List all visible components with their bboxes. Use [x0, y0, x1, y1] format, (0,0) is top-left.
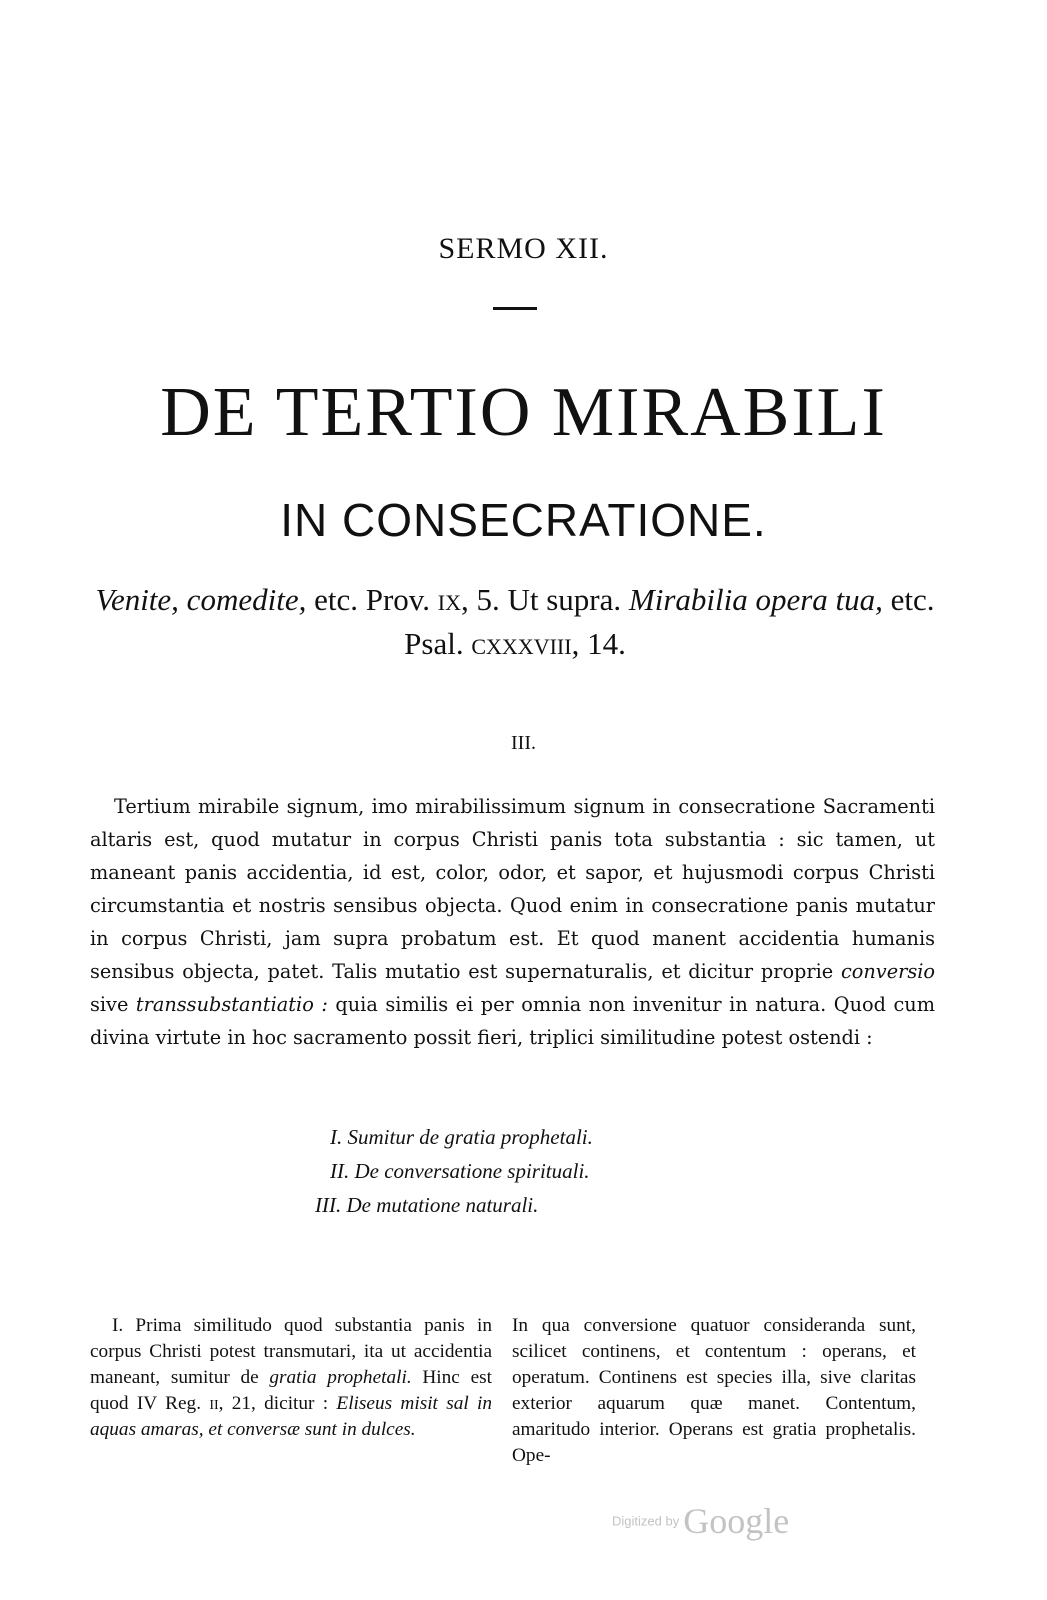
- epigraph-part-6: etc. Psal.: [404, 582, 935, 661]
- body-italic-1: conversio: [840, 960, 935, 983]
- left-col-sc-1: ii: [209, 1393, 219, 1414]
- section-number: III.: [511, 732, 536, 754]
- title-rule-divider: [493, 307, 537, 310]
- epigraph-part-8: , 14.: [571, 626, 626, 661]
- epigraph-part-7: cxxxviii: [471, 626, 572, 661]
- body-text-2: sive: [90, 993, 136, 1016]
- body-text-3: quia similis ei per omnia non invenitur in natura. Quod cum divina virtute in hoc sacramento possit fieri, triplici similitudine potest ostendi :: [90, 993, 935, 1049]
- outline-item-1: I. Sumitur de gratia prophetali.: [330, 1125, 593, 1149]
- main-title: DE TERTIO MIRABILI: [160, 374, 887, 451]
- left-col-text-2: Hinc est quod IV Reg.: [90, 1367, 492, 1414]
- epigraph-part-2: etc. Prov.: [306, 582, 438, 617]
- epigraph-quote: [90, 578, 940, 666]
- body-text-1: Tertium mirabile signum, imo mirabilissimum signum in consecratione Sacramenti altaris est, quod mutatur in corpus Christi panis tota substantia : sic tamen, ut maneant panis accidentia, id est, color, odor, et sapor, et hujusmodi corpus Christi circumstantia et nostris sensibus objecta. Quod enim in consecratione panis mutatur in corpus Christi, jam supra probatum est. Et quod manent accidentia humanis sensibus objecta, patet. Talis mutatio est supernaturalis, et dicitur proprie: [90, 795, 935, 983]
- outline-list: [300, 1120, 760, 1222]
- epigraph-part-5: Mirabilia opera tua,: [628, 582, 883, 617]
- epigraph-part-4: , 5. Ut supra.: [460, 582, 629, 617]
- outline-item-2: II. De conversatione spirituali.: [330, 1159, 590, 1183]
- left-col-text-3: , 21, dicitur :: [218, 1393, 337, 1414]
- digitized-label: Digitized by: [612, 1513, 680, 1529]
- epigraph-part-3: ix: [437, 582, 461, 617]
- sermon-number: SERMO XII.: [438, 232, 609, 265]
- left-col-italic-1: gratia prophetali.: [269, 1367, 412, 1388]
- sub-title: IN CONSECRATIONE.: [280, 494, 767, 546]
- right-column-paragraph: In qua conversione quatuor consideranda sunt, scilicet continens, et contentum : operans, et operatum. Continens est species illa, sive claritas exterior aquarum quæ manet. Contentum, amaritudo interior. Operans est gratia prophetalis. Ope-: [512, 1315, 916, 1466]
- google-logo: Google: [683, 1501, 790, 1541]
- outline-item-3: III. De mutatione naturali.: [315, 1193, 539, 1217]
- digitized-by-watermark: [612, 1500, 832, 1540]
- body-italic-2: transsubstantiatio :: [135, 993, 328, 1016]
- left-col-italic-2: Eliseus misit sal in aquas amaras, et conversæ sunt in dulces.: [90, 1393, 492, 1440]
- left-column-paragraph: [90, 1313, 492, 1443]
- epigraph-part-1: Venite, comedite,: [95, 582, 307, 617]
- left-col-text-1: I. Prima similitudo quod substantia panis in corpus Christi potest transmutari, ita ut accidentia maneant, sumitur de: [90, 1315, 492, 1388]
- body-paragraph: [90, 790, 935, 1054]
